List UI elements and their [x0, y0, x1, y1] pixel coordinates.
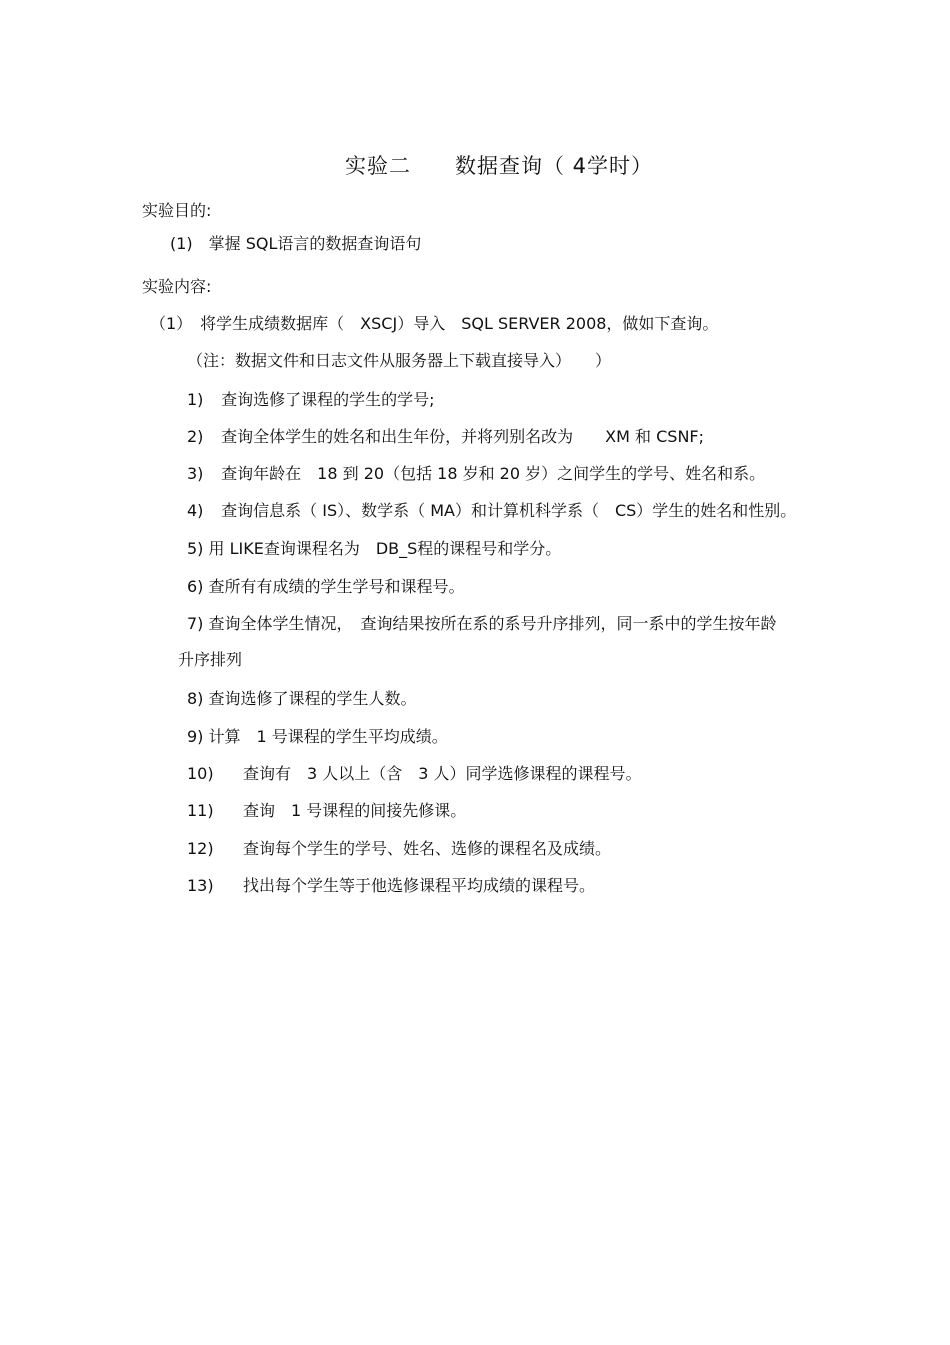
list-item-text: 查询年龄在 18 到 20（包括 18 岁和 20 岁）之间学生的学号、姓名和系。	[221, 464, 766, 483]
content-item: （1） 将学生成绩数据库（ XSCJ）导入 SQL SERVER 2008，做如下查询。	[150, 314, 719, 333]
list-item	[187, 426, 704, 448]
list-item	[187, 538, 561, 560]
list-item	[187, 726, 448, 748]
list-item	[187, 500, 796, 522]
purpose-item: (1) 掌握 SQL语言的数据查询语句	[170, 234, 422, 253]
list-item	[187, 838, 611, 860]
purpose-heading: 实验目的:	[142, 201, 212, 220]
list-item-text: 找出每个学生等于他选修课程平均成绩的课程号。	[243, 876, 596, 895]
list-item-text: 查询每个学生的学号、姓名、选修的课程名及成绩。	[243, 839, 612, 858]
list-item-text: 查询选修了课程的学生的学号;	[221, 390, 435, 409]
list-item	[187, 875, 595, 897]
list-item-text: 查所有有成绩的学生学号和课程号。	[208, 577, 465, 596]
list-item-text: 查询有 3 人以上（含 3 人）同学选修课程的课程号。	[243, 764, 642, 783]
list-item-number: 7)	[187, 614, 204, 633]
list-item-number: 9)	[187, 727, 204, 746]
content-note: （注：数据文件和日志文件从服务器上下载直接导入） ）	[187, 351, 612, 370]
list-item-text: 查询选修了课程的学生人数。	[208, 689, 417, 708]
list-item-number: 10)	[187, 764, 214, 783]
list-item	[187, 389, 435, 411]
list-item	[187, 763, 642, 785]
list-item-number: 11)	[187, 801, 214, 820]
list-item-text: 查询全体学生的姓名和出生年份，并将列别名改为 XM 和 CSNF;	[221, 427, 705, 446]
list-item-number: 2)	[187, 427, 204, 446]
content-heading: 实验内容:	[142, 277, 212, 296]
list-item-number: 8)	[187, 689, 204, 708]
list-item-number: 13)	[187, 876, 214, 895]
list-item-text: 计算 1 号课程的学生平均成绩。	[208, 727, 448, 746]
list-item	[187, 688, 417, 710]
page-title: 实验二 数据查询（ 4学时）	[344, 154, 654, 178]
list-item	[187, 613, 777, 635]
list-item-number: 5)	[187, 539, 204, 558]
list-item-number: 3)	[187, 464, 204, 483]
list-item-number: 6)	[187, 577, 204, 596]
list-item-text: 查询 1 号课程的间接先修课。	[243, 801, 467, 820]
list-item-continuation	[178, 649, 242, 671]
list-item-text: 查询信息系（ IS）、数学系（ MA）和计算机科学系（ CS）学生的姓名和性别。	[221, 501, 797, 520]
list-item-text: 用 LIKE查询课程名为 DB_S程的课程号和学分。	[208, 539, 562, 558]
list-item-text: 升序排列	[178, 650, 243, 669]
list-item-number: 12)	[187, 839, 214, 858]
list-item	[187, 463, 765, 485]
list-item-number: 4)	[187, 501, 204, 520]
list-item-text: 查询全体学生情况， 查询结果按所在系的系号升序排列，同一系中的学生按年龄	[208, 614, 777, 633]
list-item	[187, 800, 466, 822]
list-item	[187, 576, 465, 598]
list-item-number: 1)	[187, 390, 204, 409]
